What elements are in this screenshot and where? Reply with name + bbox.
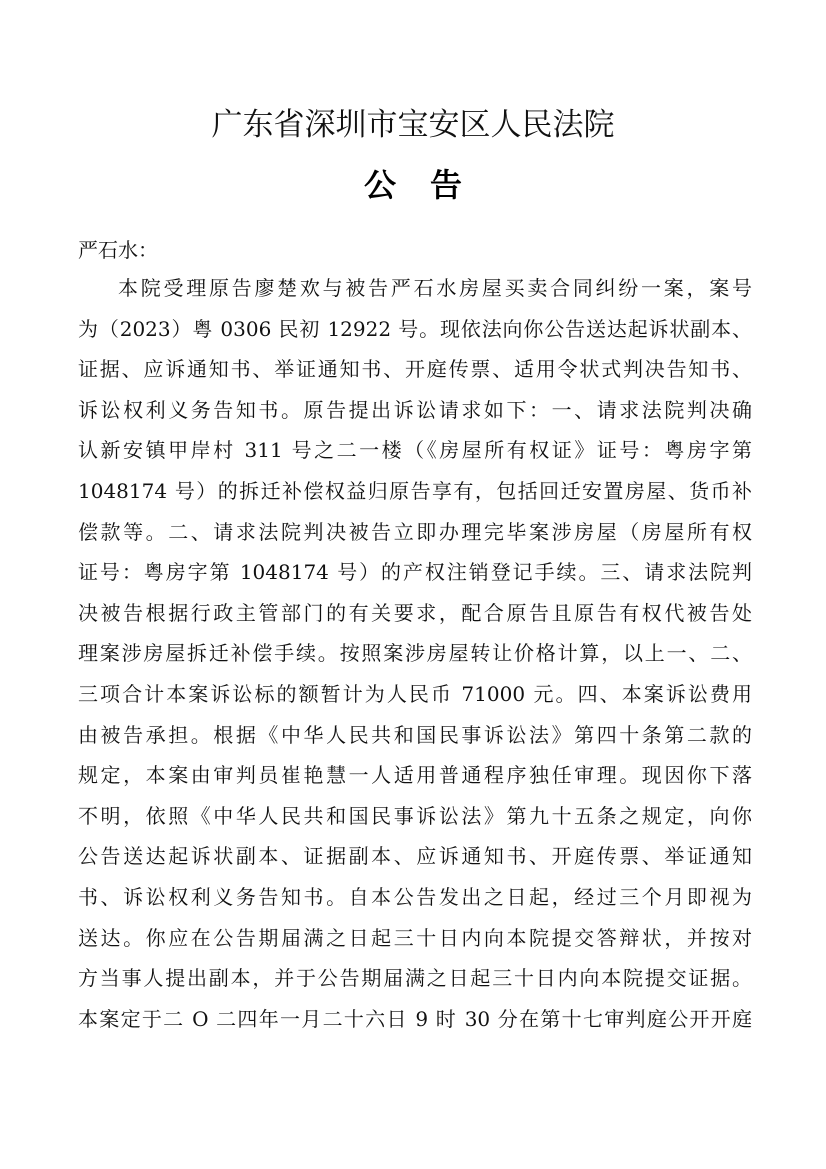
body-line: 证据、应诉通知书、举证通知书、开庭传票、适用令状式判决告知书、 — [78, 357, 752, 382]
court-name-heading: 广东省深圳市宝安区人民法院 — [211, 107, 615, 143]
body-line: 书、诉讼权利义务告知书。自本公告发出之日起，经过三个月即视为 — [78, 884, 752, 909]
body-line: 不明，依照《中华人民共和国民事诉讼法》第九十五条之规定，向你 — [78, 803, 752, 828]
announcement-title — [0, 163, 826, 207]
body-line: 三项合计本案诉讼标的额暂计为人民币 71000 元。四、本案诉讼费用 — [78, 681, 752, 706]
body-line: 由被告承担。根据《中华人民共和国民事诉讼法》第四十条第二款的 — [78, 722, 752, 747]
body-line: 本案定于二 O 二四年一月二十六日 9 时 30 分在第十七审判庭公开开庭 — [78, 1006, 752, 1031]
title-char-2: 告 — [430, 166, 463, 204]
body-line: 偿款等。二、请求法院判决被告立即办理完毕案涉房屋（房屋所有权 — [78, 519, 752, 544]
body-line: 规定，本案由审判员崔艳慧一人适用普通程序独任审理。现因你下落 — [78, 763, 752, 788]
body-line: 理案涉房屋拆迁补偿手续。按照案涉房屋转让价格计算，以上一、二、 — [78, 641, 752, 666]
body-line: 公告送达起诉状副本、证据副本、应诉通知书、开庭传票、举证通知 — [78, 844, 752, 869]
body-line: 认新安镇甲岸村 311 号之二一楼（《房屋所有权证》证号：粤房字第 — [78, 438, 752, 463]
title-char-1: 公 — [363, 166, 396, 204]
announcement-body — [78, 268, 752, 1039]
body-line: 方当事人提出副本，并于公告期届满之日起三十日内向本院提交证据。 — [78, 966, 752, 991]
body-line: 1048174 号）的拆迁补偿权益归原告享有，包括回迁安置房屋、货币补 — [78, 478, 752, 503]
body-line: 证号：粤房字第 1048174 号）的产权注销登记手续。三、请求法院判 — [78, 560, 752, 585]
body-line: 诉讼权利义务告知书。原告提出诉讼请求如下：一、请求法院判决确 — [78, 397, 752, 422]
body-line: 决被告根据行政主管部门的有关要求，配合原告且原告有权代被告处 — [78, 600, 752, 625]
salutation: 严石水： — [78, 238, 158, 262]
body-line: 为（2023）粤 0306 民初 12922 号。现依法向你公告送达起诉状副本、 — [78, 316, 752, 341]
body-line: 送达。你应在公告期届满之日起三十日内向本院提交答辩状，并按对 — [78, 925, 752, 950]
body-line: 本院受理原告廖楚欢与被告严石水房屋买卖合同纠纷一案，案号 — [118, 276, 752, 300]
